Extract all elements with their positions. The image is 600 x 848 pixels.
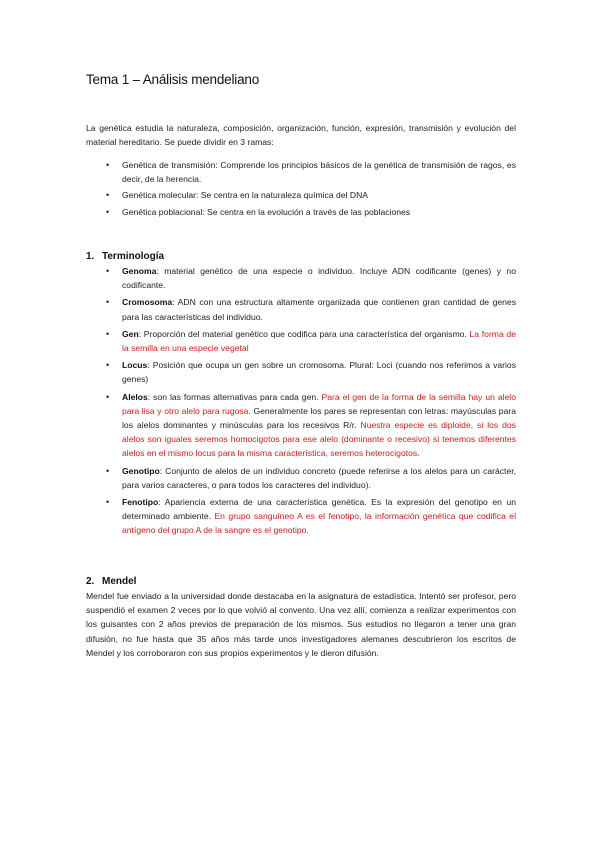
- term-name: Genotipo: [122, 465, 160, 476]
- term-name: Locus: [122, 360, 148, 371]
- term-name: Gen: [122, 328, 139, 339]
- term-definition: : Proporción del material genético que codifica para una característica del organismo.: [138, 328, 470, 339]
- term-definition-cont: Generalmente los pares se representan con letras: mayúsculas para los alelos dominantes y minúsculas para los recesivos R/r.: [122, 405, 517, 431]
- term-example: Para el gen de la forma de la semilla hay un alelo para lisa y otro alelo para rugosa.: [122, 391, 516, 416]
- list-item: [122, 358, 516, 386]
- section-heading-terminologia: [86, 250, 164, 264]
- term-name: Genoma: [122, 266, 157, 276]
- term-definition: : Apariencia externa de una característica genética. Es la expresión del genotipo en un determinado ambiente.: [122, 497, 516, 522]
- ramas-list: [122, 158, 516, 221]
- term-name: Fenotipo: [122, 497, 159, 508]
- intro-paragraph: La genética estudia la naturaleza, composición, organización, función, expresión, transmisión y evolución del material hereditario. Se puede dividir en 3 ramas:: [86, 123, 516, 148]
- list-item: • Genética poblacional: Se centra en la evolución a través de las poblaciones: [122, 205, 516, 219]
- terms-list: [122, 264, 516, 541]
- section-number: 2.: [86, 576, 95, 587]
- term-name: Alelos: [122, 391, 148, 402]
- list-item: [122, 295, 516, 323]
- term-name: Cromosoma: [122, 297, 173, 308]
- list-item: • Genética molecular: Se centra en la naturaleza química del DNA: [122, 188, 516, 202]
- section-heading-mendel: [86, 575, 136, 589]
- list-item: [122, 495, 516, 538]
- list-item: [122, 264, 516, 292]
- section-number: 1.: [86, 251, 95, 262]
- list-item: [122, 390, 516, 461]
- term-example: La forma de la semilla en una especie vegetal: [122, 328, 516, 354]
- list-item: [122, 464, 516, 492]
- section-title: Mendel: [102, 576, 137, 587]
- term-definition: : material genético de una especie o individuo. Incluye ADN codificante (genes) y no codificante.: [122, 266, 516, 291]
- mendel-paragraph: Mendel fue enviado a la universidad donde destacaba en la asignatura de estadística. Intentó ser profesor, pero suspendió el examen 2 veces por lo que volvió al convento. Una vez allí, comienza a realizar experimentos con los guisantes con 2 años previos de preparación de los mismos. Sus estudios no llegaron a tener una gran difusión, no fue hasta que 35 años más tarde unos investigadores alemanes descubrieron los escritos de Mendel y los corroboraron con sus propios experimentos y le dieron difusión.: [86, 591, 516, 658]
- term-example-2: Nuestra especie es diploide, si los dos alelos son iguales seremos homocigotos para ese alelo (dominante o recesivo) si tenemos diferentes alelos en el mismo locus para la misma característica, seremos heterocigotos.: [122, 420, 516, 459]
- term-definition: : Posición que ocupa un gen sobre un cromosoma. Plural: Loci (cuando nos referimos a varios genes): [122, 360, 516, 385]
- term-definition: : son las formas alternativas para cada gen.: [147, 391, 322, 402]
- list-item: • Genética de transmisión: Comprende los principios básicos de la genética de transmisión de ragos, es decir, de la herencia.: [122, 158, 516, 186]
- page-title: Tema 1 – Análisis mendeliano: [86, 72, 260, 87]
- term-definition: : Conjunto de alelos de un individuo concreto (puede referirse a los alelos para un carácter, para varios caracteres, o para todos los caracteres del individuo).: [122, 465, 516, 490]
- section-title: Terminología: [102, 251, 165, 262]
- term-definition: : ADN con una estructura altamente organizada que contienen gran cantidad de genes para las características del individuo.: [122, 297, 516, 322]
- term-example: En grupo sanguíneo A es el fenotipo, la información genética que codifica el antígeno del grupo A de la sangre es el genotipo.: [122, 511, 516, 536]
- list-item: [122, 327, 516, 355]
